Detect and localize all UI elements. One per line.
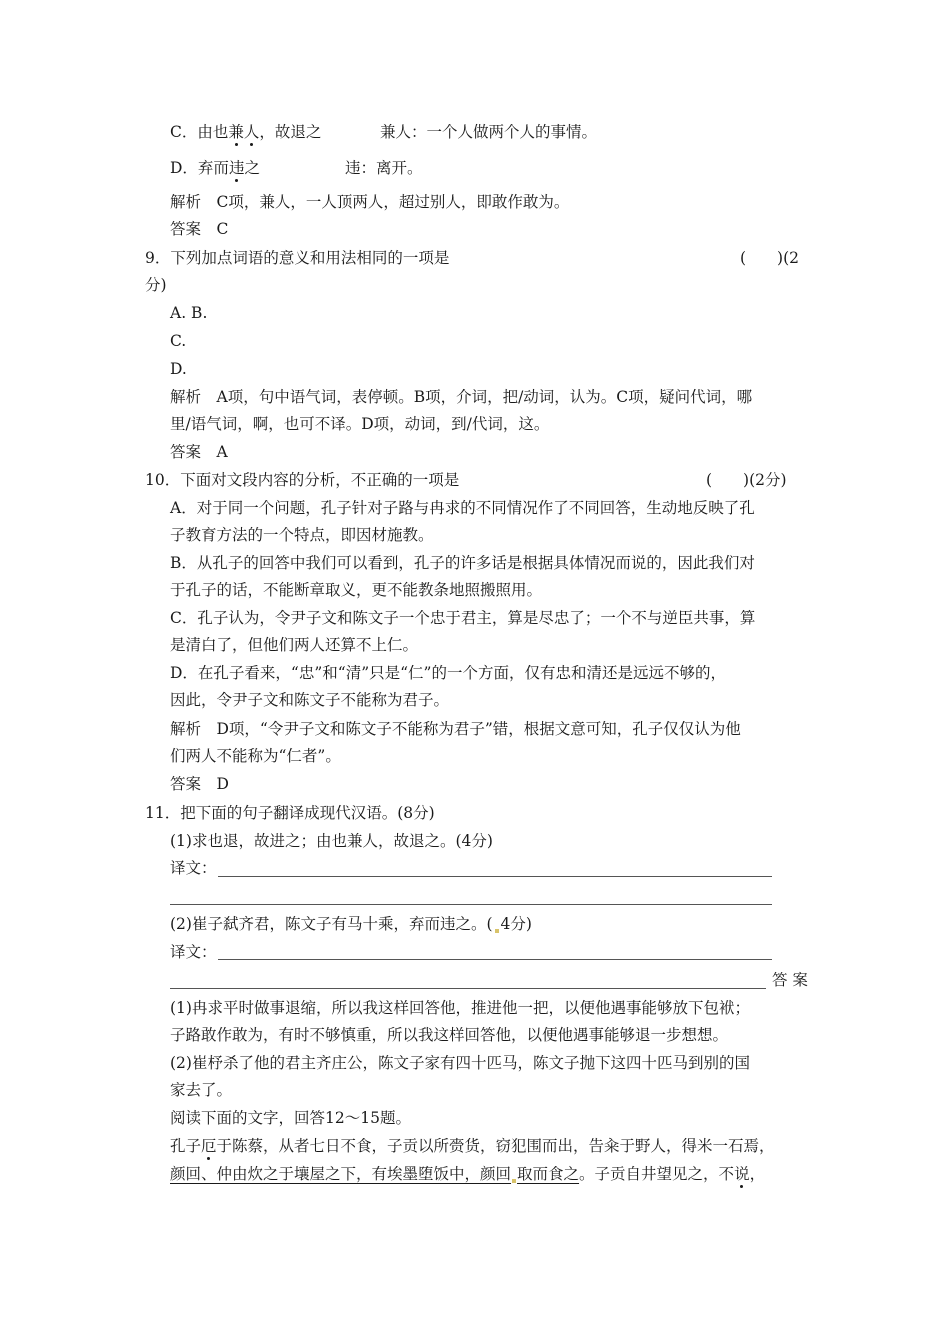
q8-analysis: 解析 C项，兼人，一人顶两人，超过别人，即敢作敢为。 — [170, 193, 570, 211]
q10-option-b-1: B．从孔子的回答中我们可以看到，孔子的许多话是根据具体情况而说的，因此我们对 — [170, 554, 755, 572]
q10-analysis-2: 们两人不能称为“仁者”。 — [170, 747, 341, 765]
q11-sentence-1: (1)求也退，故进之；由也兼人，故退之。(4分) — [170, 832, 493, 850]
underlined-phrase: 颜回、仲由炊之于壤屋之下 — [170, 1165, 357, 1183]
q11-sentence-2: (2)崔子弑齐君，陈文子有马十乘，弃而违之。( 4分) — [170, 915, 532, 933]
q11-translation-label-1: 译文： — [170, 859, 217, 877]
q9-options-ab: A. B. — [170, 304, 208, 322]
q11-stem: 11．把下面的句子翻译成现代汉语。(8分) — [145, 804, 435, 822]
q10-stem: 10．下面对文段内容的分析，不正确的一项是 — [145, 471, 460, 489]
passage-line-1: 孔子厄于陈蔡，从者七日不食，子贡以所赍货，窃犯围而出，告籴于野人，得米一石焉， — [170, 1137, 775, 1155]
translation-answer-line — [170, 904, 772, 905]
emphasis-dot-char: 违 — [228, 159, 245, 177]
q9-stem: 9．下列加点词语的意义和用法相同的一项是 — [145, 249, 450, 267]
q8-option-d-gloss: 违：离开。 — [345, 159, 423, 177]
q9-option-d: D. — [170, 360, 187, 378]
q11-answer-2-line-2: 家去了。 — [170, 1081, 233, 1099]
q9-option-c: C. — [170, 332, 187, 350]
q9-analysis-2: 里/语气词，啊，也可不译。D项，动词，到/代词，这。 — [170, 415, 550, 433]
q10-option-c-1: C．孔子认为，令尹子文和陈文子一个忠于君主，算是尽忠了；一个不与逆臣共事，算 — [170, 609, 756, 627]
emphasis-dot-char: 说 — [734, 1165, 750, 1183]
q11-translation-label-2: 译文： — [170, 943, 217, 961]
q10-option-c-2: 是清白了，但他们两人还算不上仁。 — [170, 636, 419, 654]
q10-option-b-2: 于孔子的话，不能断章取义，更不能教条地照搬照用。 — [170, 581, 543, 599]
q9-points-cont: 分) — [145, 276, 167, 294]
q9-analysis-1: 解析 A项，句中语气词，表停顿。B项，介词，把/动词，认为。C项，疑问代词，哪 — [170, 388, 753, 406]
q11-answer-label: 答 案 — [772, 971, 808, 989]
underlined-phrase: 取而食之 — [517, 1165, 580, 1183]
q11-answer-2-line-1: (2)崔杼杀了他的君主齐庄公，陈文子家有四十匹马，陈文子抛下这四十匹马到别的国 — [170, 1054, 750, 1072]
q8-answer: 答案 C — [170, 220, 229, 238]
passage-line-2: 颜回、仲由炊之于壤屋之下，有埃墨堕饭中，颜回 取而食之。子贡自井望见之，不说， — [170, 1165, 766, 1183]
q8-option-d: D．弃而违之 — [170, 159, 260, 177]
q8-option-c: C．由也兼人，故退之 — [170, 123, 322, 141]
emphasis-dot-char: 厄 — [201, 1137, 217, 1155]
q9-answer: 答案 A — [170, 443, 228, 461]
q10-option-a-2: 子教育方法的一个特点，即因材施教。 — [170, 526, 434, 544]
translation-answer-line — [170, 988, 766, 989]
q8-option-c-gloss: 兼人：一个人做两个人的事情。 — [380, 123, 598, 141]
q10-points: ( )(2分) — [706, 471, 787, 489]
q10-option-d-1: D．在孔子看来，“忠”和“清”只是“仁”的一个方面，仅有忠和清还是远远不够的， — [170, 664, 726, 682]
q10-option-a-1: A．对于同一个问题，孔子针对子路与冉求的不同情况作了不同回答，生动地反映了孔 — [170, 499, 755, 517]
emphasis-dot-char: 人 — [243, 123, 260, 141]
translation-answer-line — [218, 959, 772, 960]
q10-option-d-2: 因此，令尹子文和陈文子不能称为君子。 — [170, 691, 450, 709]
emphasis-dot-char: 兼 — [228, 123, 244, 141]
translation-answer-line — [218, 876, 772, 877]
q11-answer-1-line-2: 子路敢作敢为，有时不够慎重，所以我这样回答他，以便他遇事能够退一步想想。 — [170, 1026, 729, 1044]
edit-mark-icon — [512, 1179, 516, 1183]
edit-mark-icon — [495, 929, 499, 933]
passage-intro: 阅读下面的文字，回答12～15题。 — [170, 1109, 411, 1127]
q10-answer: 答案 D — [170, 775, 229, 793]
q11-answer-1-line-1: (1)冉求平时做事退缩，所以我这样回答他，推进他一把，以便他遇事能够放下包袱； — [170, 999, 750, 1017]
q10-analysis-1: 解析 D项，“令尹子文和陈文子不能称为君子”错，根据文意可知，孔子仅仅认为他 — [170, 720, 741, 738]
underlined-phrase: ，有埃墨堕饭中，颜回 — [356, 1165, 512, 1183]
q9-points: ( )(2 — [740, 249, 800, 267]
